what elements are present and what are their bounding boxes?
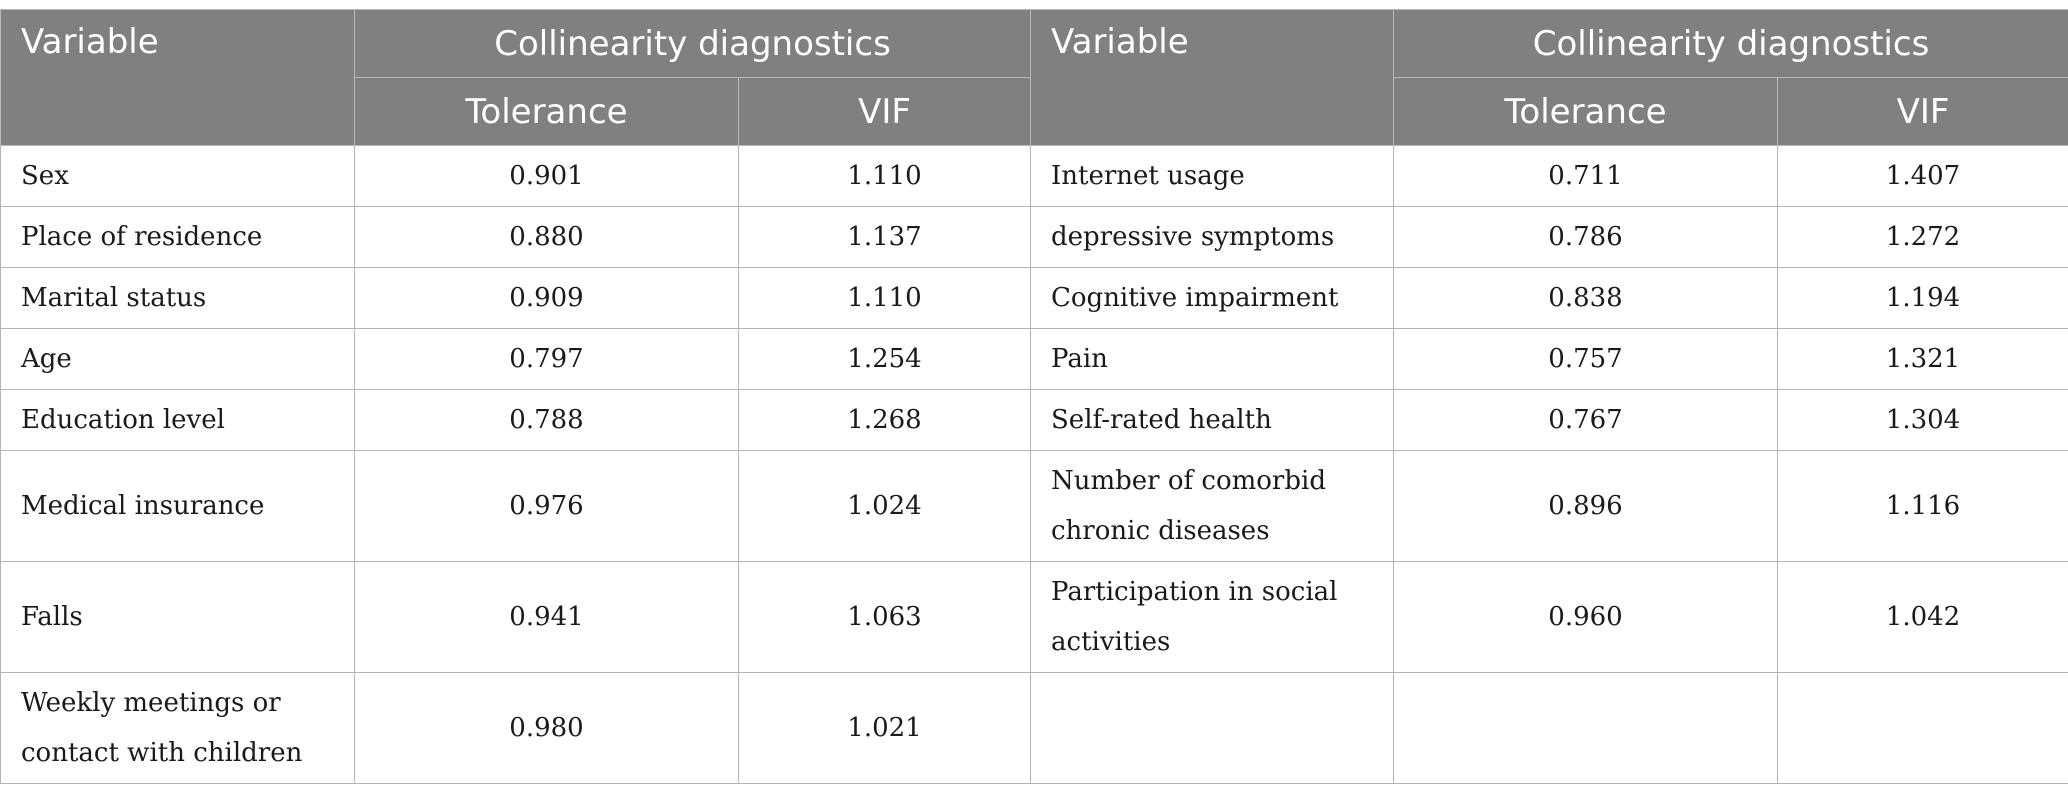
- header-vif-right: VIF: [1778, 78, 2068, 146]
- table-row: [1, 146, 2068, 207]
- variable-cell: depressive symptoms: [1031, 207, 1394, 268]
- table-row: [1, 207, 2068, 268]
- tolerance-cell: 0.980: [355, 673, 739, 784]
- table-row: [1, 268, 2068, 329]
- table-row: [1, 390, 2068, 451]
- variable-cell: Cognitive impairment: [1031, 268, 1394, 329]
- variable-cell: Education level: [1, 390, 355, 451]
- vif-cell: 1.407: [1778, 146, 2068, 207]
- tolerance-cell: 0.880: [355, 207, 739, 268]
- variable-cell: Number of comorbid chronic diseases: [1031, 451, 1394, 562]
- header-variable-right: Variable: [1031, 10, 1394, 146]
- vif-cell: [1778, 673, 2068, 784]
- variable-cell: Internet usage: [1031, 146, 1394, 207]
- header-tolerance-right: Tolerance: [1394, 78, 1778, 146]
- tolerance-cell: 0.909: [355, 268, 739, 329]
- vif-cell: 1.268: [739, 390, 1031, 451]
- tolerance-cell: [1394, 673, 1778, 784]
- tolerance-cell: 0.838: [1394, 268, 1778, 329]
- vif-cell: 1.137: [739, 207, 1031, 268]
- vif-cell: 1.110: [739, 146, 1031, 207]
- collinearity-table-container: [0, 9, 2068, 784]
- table-row: [1, 329, 2068, 390]
- tolerance-cell: 0.797: [355, 329, 739, 390]
- header-tolerance-left: Tolerance: [355, 78, 739, 146]
- vif-cell: 1.254: [739, 329, 1031, 390]
- table-row: [1, 451, 2068, 562]
- tolerance-cell: 0.788: [355, 390, 739, 451]
- vif-cell: 1.021: [739, 673, 1031, 784]
- tolerance-cell: 0.896: [1394, 451, 1778, 562]
- variable-cell: Medical insurance: [1, 451, 355, 562]
- vif-cell: 1.110: [739, 268, 1031, 329]
- vif-cell: 1.063: [739, 562, 1031, 673]
- variable-cell: Place of residence: [1, 207, 355, 268]
- variable-cell: Self-rated health: [1031, 390, 1394, 451]
- vif-cell: 1.116: [1778, 451, 2068, 562]
- variable-cell: Pain: [1031, 329, 1394, 390]
- tolerance-cell: 0.767: [1394, 390, 1778, 451]
- table-header: [1, 10, 2068, 146]
- table-body: [1, 146, 2068, 784]
- table-row: [1, 673, 2068, 784]
- variable-cell: Sex: [1, 146, 355, 207]
- tolerance-cell: 0.711: [1394, 146, 1778, 207]
- vif-cell: 1.272: [1778, 207, 2068, 268]
- header-collinearity-left: Collinearity diagnostics: [355, 10, 1031, 78]
- tolerance-cell: 0.901: [355, 146, 739, 207]
- tolerance-cell: 0.757: [1394, 329, 1778, 390]
- header-collinearity-right: Collinearity diagnostics: [1394, 10, 2068, 78]
- tolerance-cell: 0.960: [1394, 562, 1778, 673]
- variable-cell: Age: [1, 329, 355, 390]
- vif-cell: 1.194: [1778, 268, 2068, 329]
- tolerance-cell: 0.976: [355, 451, 739, 562]
- variable-cell: Marital status: [1, 268, 355, 329]
- variable-cell: Falls: [1, 562, 355, 673]
- collinearity-table: [0, 9, 2068, 784]
- vif-cell: 1.304: [1778, 390, 2068, 451]
- variable-cell: Participation in social activities: [1031, 562, 1394, 673]
- vif-cell: 1.321: [1778, 329, 2068, 390]
- variable-cell: Weekly meetings or contact with children: [1, 673, 355, 784]
- variable-cell: [1031, 673, 1394, 784]
- header-vif-left: VIF: [739, 78, 1031, 146]
- tolerance-cell: 0.941: [355, 562, 739, 673]
- vif-cell: 1.024: [739, 451, 1031, 562]
- table-row: [1, 562, 2068, 673]
- vif-cell: 1.042: [1778, 562, 2068, 673]
- header-variable-left: Variable: [1, 10, 355, 146]
- tolerance-cell: 0.786: [1394, 207, 1778, 268]
